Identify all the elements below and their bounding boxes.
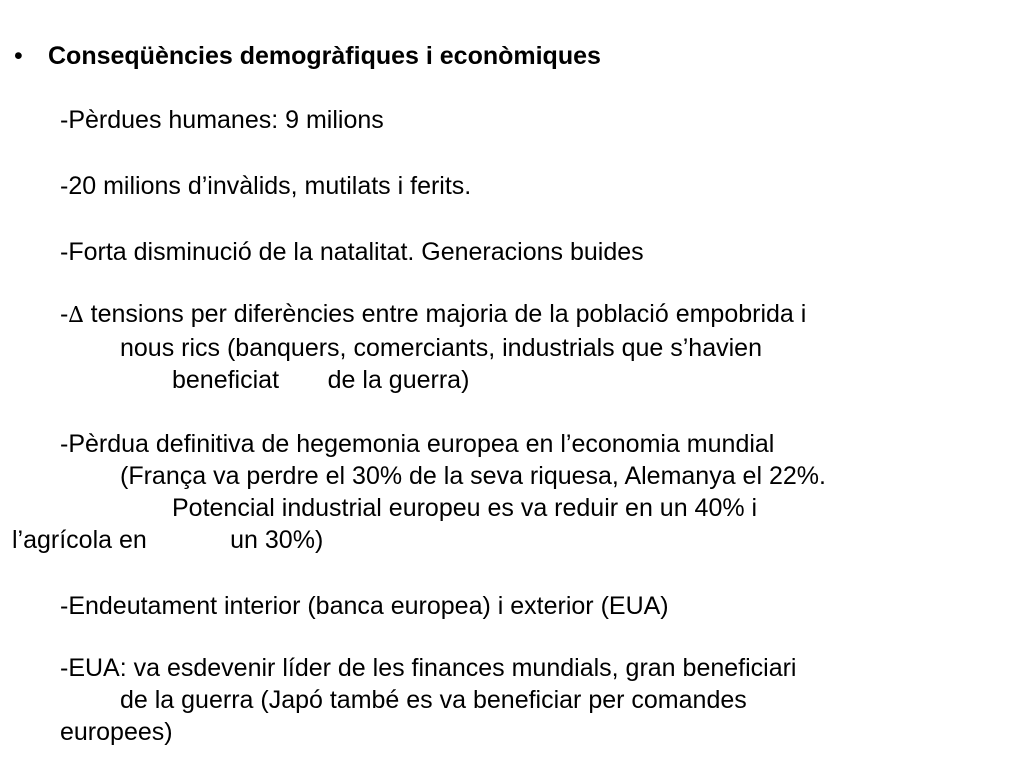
list-item-tensions: [60, 298, 806, 396]
list-item-line: -EUA: va esdevenir líder de les finances mundials, gran beneficiari: [60, 654, 797, 682]
heading-bullet: [14, 36, 601, 76]
list-item-birthrate: [60, 236, 644, 268]
dash-prefix: -: [60, 300, 69, 328]
list-item-line: -Pèrdues humanes: 9 milions: [60, 106, 384, 134]
list-item-line: -20 milions d’invàlids, mutilats i ferits.: [60, 172, 472, 200]
list-item-human-losses: [60, 104, 384, 136]
list-item-line: (França va perdre el 30% de la seva riquesa, Alemanya el 22%.: [120, 462, 826, 490]
list-item-hegemony: [12, 428, 826, 556]
list-item-line: -Pèrdua definitiva de hegemonia europea en l’economia mundial: [60, 430, 775, 458]
list-item-line: -Forta disminució de la natalitat. Generacions buides: [60, 238, 644, 266]
list-item-line: -Endeutament interior (banca europea) i exterior (EUA): [60, 592, 669, 620]
list-item-line: nous rics (banquers, comerciants, industrials que s’havien: [120, 334, 762, 362]
list-item-line: de la guerra (Japó també es va beneficiar per comandes: [120, 686, 747, 714]
list-item-debt: [60, 590, 669, 622]
bullet-icon: •: [14, 42, 23, 70]
slide-title: Conseqüències demogràfiques i econòmiques: [48, 42, 601, 70]
list-item-usa: [60, 652, 797, 748]
list-item-line: [60, 298, 806, 332]
delta-icon: ∆: [68, 303, 84, 328]
list-item-line: beneficiat de la guerra): [172, 366, 470, 394]
list-item-line: europees): [60, 718, 173, 746]
list-item-line: Potencial industrial europeu es va reduir en un 40% i: [172, 494, 758, 522]
list-item-invalids: [60, 170, 471, 202]
list-item-text: tensions per diferències entre majoria de la població empobrida i: [83, 300, 807, 328]
list-item-line: l’agrícola en un 30%): [12, 526, 324, 554]
